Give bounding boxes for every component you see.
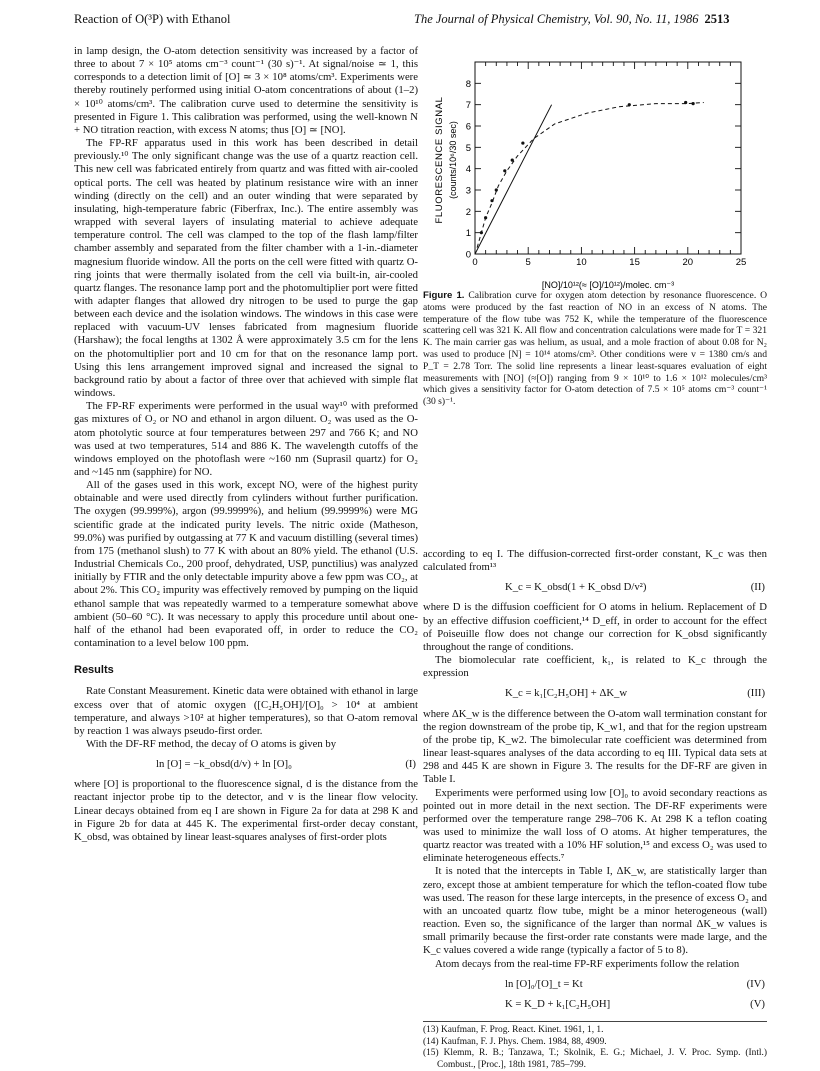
x-tick-label: 10 bbox=[576, 257, 587, 268]
data-point bbox=[490, 199, 493, 202]
equation-number: (III) bbox=[747, 687, 765, 700]
series-group bbox=[475, 103, 704, 254]
equation-number: (II) bbox=[750, 581, 765, 594]
caption-text: Calibration curve for oxygen atom detection by resonance fluorescence. O atoms were produced by the fast reaction of NO in an excess of N atoms. The temperature of the flow tube was 752 K, while the temperature of the fluorescence scattering cell was 321 K. All flow and concentration calculations were made for T = 321 K. The main carrier gas was helium, as usual, and a mole fraction of about 0.08 for N₂ was used to produce [N] = 10¹⁴ atoms/cm³. Other conditions were v = 1380 cm/s and P_T = 2.78 Torr. The solid line represents a linear least-squares evaluation of eight measurements with [NO] (≈[O]) ranging from 9 × 10¹⁰ to 1.6 × 10¹² molecules/cm³ which gives a sensitivity factor for O-atom detection of 7.5 × 10⁵ atoms cm⁻³ count⁻¹ (30 s)⁻¹. bbox=[423, 290, 767, 408]
y-tick-label: 6 bbox=[465, 121, 471, 133]
paragraph: Experiments were performed using low [O]₀ to avoid secondary reactions as pointed out in more detail in the next section. The DF-RF experiments were performed over the temperature range 298–706 K. At 298 K a teflon coating was used to minimize the wall loss of O atoms. At higher temperatures, the quartz reactor was treated with a 10% HF solution,¹⁵ and excess O₂ was used to eliminate heterogeneous effects.⁷ bbox=[423, 786, 767, 865]
equation-number: (I) bbox=[405, 758, 416, 771]
data-point bbox=[511, 159, 514, 162]
equation-body: K_c = k₁[C₂H₅OH] + ΔK_w bbox=[505, 687, 628, 700]
y-axis-label: FLUORESCENCE SIGNAL bbox=[434, 96, 445, 224]
paragraph: where ΔK_w is the difference between the O-atom wall termination constant for the region downstream of the probe tip, K_w1, and that for the region upstream of the probe tip, K_w2. The bimolecular rate coefficient was determined from linear least-squares analyses of the data according to eq III. Typical data sets at 298 and 445 K are shown in Figure 3. The results for the DF-RF are given in Table I. bbox=[423, 707, 767, 786]
data-point bbox=[503, 169, 506, 172]
y-tick-label: 2 bbox=[465, 206, 471, 218]
paragraph: All of the gases used in this work, except NO, were of the highest purity obtainable and were used directly from cylinders without further purification. The oxygen (99.999%), argon (99.9999%), and helium (99.9999%) were MG scientific grade at the indicated purity levels. The nitric oxide (Matheson, 99.0%) was purified by outgassing at 77 K and vacuum distilling (several times) from 175 (methanol slush) to 77 K with about an 80% yield. The ethanol (U.S. Industrial Chemicals Co., 200 proof, dehydrated, USP, punctilius) was analyzed initially by FTIR and the only detectable impurity above a few ppm was CO₂, at about 2%. This CO₂ impurity was effectively removed by pumping on the liquid ethanol sample that was repeatedly warmed to a temperature somewhat above ambient (50–60 °C). It was necessary to apply this procedure until about one-half of the ethanol had been evaporated off, in order to reduce the CO₂ contamination to a level below 100 ppm. bbox=[74, 479, 419, 650]
x-tick-label: 15 bbox=[629, 257, 640, 268]
y-axis-unit: (counts/10⁶/30 sec) bbox=[448, 121, 458, 199]
paragraph: The FP-RF apparatus used in this work has been described in detail previously.¹⁰ The only significant change was the use of a quartz reaction cell. This new cell was fabricated entirely from quartz and was fitted with air-cooled optical ports. The cell was heated by platinum resistance wire with an inner winding (directly on the cell) and an outer winding that were separated by insulating, high-temperature fabric (Fiberfrax, Inc.). The entire assembly was wrapped with several layers of insulating material to achieve adequate temperature control. The cell was clamped to the top of the flash lamp/filter chamber assembly and separated from the filter chamber with a 1-in.-diameter magnesium fluoride window. All the ports on the cell were fitted with quartz O-ring joints that were thermally isolated from the cell via built-in, air-cooled quartz flanges. The resonance lamp port and the photomultiplier port were fitted with adapter flanges that allowed dry nitrogen to be used to purge the gap between each device and the isolation windows. The windows in this case were replaced with vacuum-UV lenses fabricated from magnesium fluoride (Harshaw); the focal lengths at 1302 Å were approximately 3.5 cm for the lens on the photomultiplier port and 10 cm for that on the resonance lamp port. Using this lens arrangement improved signal and increased the signal to background ratio by about a factor of three over that achieved with simple flat windows. bbox=[74, 137, 418, 400]
paragraph: Rate Constant Measurement. Kinetic data were obtained with ethanol in large excess over that of atomic oxygen ([C₂H₅OH]/[O]₀ > 10⁴ at ambient temperature, and always >10² at higher temperatures), so that O-atom removal by reaction 1 was always pseudo-first order. bbox=[74, 685, 418, 737]
caption-label: Figure 1. bbox=[423, 290, 465, 301]
reference-item: (15) Klemm, R. B.; Tanzawa, T.; Skolnik, E. G.; Michael, J. V. Proc. Symp. (Intl.) Combust., [Proc.], 18th 1981, 785–799. bbox=[423, 1048, 767, 1070]
y-tick-label: 5 bbox=[465, 142, 471, 154]
y-tick-label: 3 bbox=[465, 185, 471, 197]
paragraph: It is noted that the intercepts in Table I, ΔK_w, are statistically larger than zero, except those at ambient temperature for which the teflon-coated flow tube was used. The reason for these large intercepts, in the presence of excess O₂ and with an uncoated quartz flow tube, might be a minor heterogeneous (wall) reaction. Even so, the significance of the larger than normal ΔK_w values is small primarily because the first-order rate constants were made large, and the K_c values covered a wide range (typically a factor of 5 to 8). bbox=[423, 865, 767, 957]
journal-citation: The Journal of Physical Chemistry, Vol. 90, No. 11, 1986 bbox=[414, 12, 699, 26]
x-tick-label: 25 bbox=[735, 257, 747, 268]
data-point bbox=[521, 141, 524, 144]
paragraph: where D is the diffusion coefficient for O atoms in helium. Replacement of D by an effective diffusion coefficient,¹⁴ D_eff, in order to account for the effect of Poiseuille flow does not change our correction for K_obsd significantly throughout the range of conditions. bbox=[423, 601, 767, 653]
equation-number: (V) bbox=[750, 997, 765, 1010]
y-tick-label: 7 bbox=[465, 100, 471, 112]
equation-body: ln [O] = −k_obsd(d/v) + ln [O]₀ bbox=[156, 758, 292, 771]
figure-caption bbox=[423, 290, 767, 408]
paragraph: in lamp design, the O-atom detection sensitivity was increased by a factor of three to about 7 × 10⁵ atoms cm⁻³ count⁻¹ (30 s)⁻¹. At signal/noise ≃ 1, this corresponds to a detection limit of [O] ≃ 3 × 10⁸ atoms/cm³. Experiments were thereby routinely performed using initial O-atom concentrations of about (1–2) × 10¹⁰ atoms/cm³. The calibration curve used to determine the sensitivity is presented in Figure 1. This calibration was performed, using the well-known N + NO titration reaction, with excess N atoms; thus [O] ≃ [NO]. bbox=[74, 45, 418, 136]
figure-1 bbox=[423, 40, 767, 310]
page-number: 2513 bbox=[704, 12, 730, 26]
x-tick-label: 0 bbox=[472, 257, 478, 268]
equation-1 bbox=[74, 758, 418, 771]
y-tick-label: 8 bbox=[465, 78, 471, 90]
right-column bbox=[423, 548, 767, 1071]
equation-5 bbox=[423, 998, 767, 1011]
paragraph: The biomolecular rate coefficient, k₁, is related to K_c through the expression bbox=[423, 654, 767, 680]
data-point bbox=[480, 231, 483, 234]
running-header-right bbox=[414, 12, 729, 27]
paragraph: Atom decays from the real-time FP-RF experiments follow the relation bbox=[435, 957, 740, 970]
least-squares-line bbox=[475, 105, 552, 254]
paragraph: With the DF-RF method, the decay of O atoms is given by bbox=[86, 737, 337, 750]
data-point bbox=[692, 102, 695, 105]
equation-2 bbox=[423, 581, 767, 594]
y-tick-label: 0 bbox=[465, 249, 471, 261]
equation-number: (IV) bbox=[746, 977, 765, 990]
left-column bbox=[74, 45, 418, 844]
references bbox=[423, 1021, 767, 1071]
points-group bbox=[480, 101, 695, 234]
equation-4 bbox=[423, 978, 767, 991]
equation-3 bbox=[423, 687, 767, 700]
data-point bbox=[484, 216, 487, 219]
x-tick-label: 20 bbox=[682, 257, 694, 268]
reference-item: (14) Kaufman, F. J. Phys. Chem. 1984, 88, 4909. bbox=[423, 1036, 607, 1047]
data-point bbox=[495, 188, 498, 191]
data-point bbox=[684, 101, 687, 104]
plot-frame bbox=[475, 62, 741, 254]
equation-body: K_c = K_obsd(1 + K_obsd D/v²) bbox=[505, 581, 647, 594]
section-heading: Results bbox=[74, 664, 114, 677]
running-header-left: Reaction of O(³P) with Ethanol bbox=[74, 12, 231, 26]
equation-body: K = K_D + k₁[C₂H₅OH] bbox=[505, 997, 611, 1010]
reference-item: (13) Kaufman, F. Prog. React. Kinet. 1961, 1, 1. bbox=[423, 1025, 604, 1035]
paragraph: according to eq I. The diffusion-corrected first-order constant, K_c was then calculated from¹³ bbox=[423, 548, 767, 574]
dashed-curve bbox=[477, 103, 704, 248]
y-tick-label: 4 bbox=[465, 164, 471, 176]
paragraph: where [O] is proportional to the fluorescence signal, d is the distance from the reactant injector probe tip to the detector, and v is the linear flow velocity. Linear decays obtained from eq I are shown in Figure 2a for data at 298 K and in Figure 2b for data at 445 K. The experimental first-order decay constant, K_obsd, was obtained by linear least-squares analyses of first-order plots bbox=[74, 778, 418, 843]
x-axis-label: [NO]/10¹²(≈ [O]/10¹²)/molec. cm⁻³ bbox=[541, 280, 675, 290]
paragraph: The FP-RF experiments were performed in the usual way¹⁰ with preformed gas mixtures of O₂ or NO and ethanol in argon diluent. O₂ was used as the O-atom photolytic source at four temperatures between 297 and 766 K; and NO was used at two temperatures, 514 and 886 K. The wavelength cutoffs of the windows employed on the photoflash were ~160 nm (Suprasil quartz) for O₂ and ~145 nm (sapphire) for NO. bbox=[74, 400, 418, 478]
calibration-chart bbox=[423, 40, 767, 290]
equation-body: ln [O]₀/[O]_t = Kt bbox=[505, 977, 583, 990]
data-point bbox=[628, 103, 631, 106]
y-tick-label: 1 bbox=[465, 228, 471, 240]
x-tick-label: 5 bbox=[525, 257, 531, 268]
axis-ticks bbox=[466, 62, 747, 268]
